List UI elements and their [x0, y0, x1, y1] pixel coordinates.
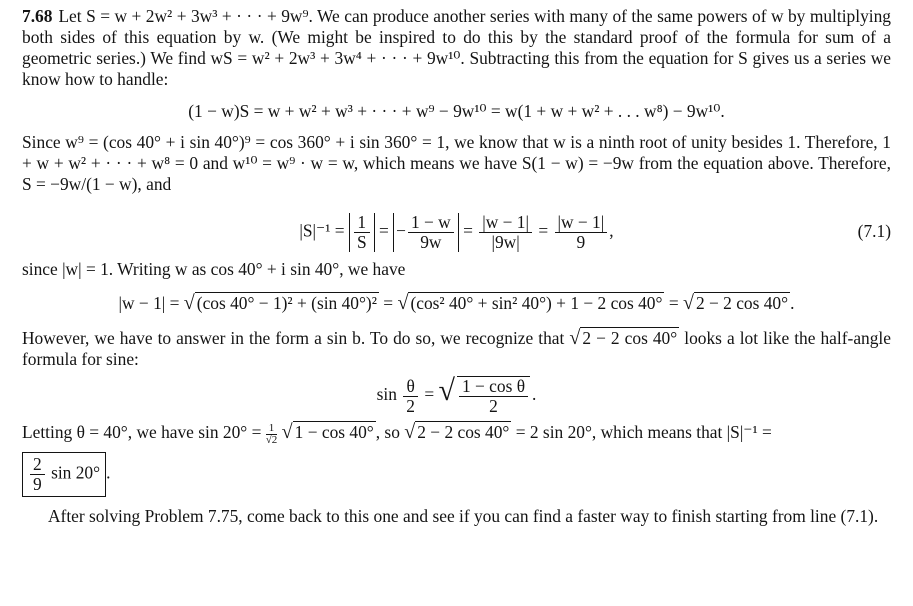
frac1-num: 1	[357, 212, 367, 232]
para5-sf-num: 1	[268, 421, 275, 434]
equation-half-angle	[22, 376, 891, 416]
answer-den: 9	[30, 474, 45, 494]
equation-modulus	[22, 293, 891, 314]
sqrt-icon: √	[281, 421, 293, 443]
eq4-f-num: θ	[406, 375, 415, 396]
paragraph-writing-w: since |w| = 1. Writing w as cos 40° + i sin 40°, we have	[22, 259, 406, 279]
para4-a: However, we have to answer in the form a sin b. To do so, we recognize that	[22, 328, 565, 348]
answer-num: 2	[33, 453, 42, 474]
eq3-eq-a: =	[383, 293, 394, 313]
eq2-lhs: |S|⁻¹ =	[299, 220, 345, 241]
eq2-comma: ,	[609, 220, 614, 241]
frac1-den: S	[354, 232, 370, 252]
eq3-end: .	[790, 293, 795, 313]
frac4-num: |w − 1|	[557, 212, 605, 232]
sqrt-icon: √	[682, 292, 694, 314]
eq4-lhs: sin	[376, 384, 397, 404]
abs-fraction-1	[349, 213, 375, 252]
equation-series: (1 − w)S = w + w² + w³ + · · · + w⁹ − 9w¹⁰ = w(1 + w + w² + . . . w⁸) − 9w¹⁰.	[188, 101, 725, 121]
eq2-eq-b: =	[463, 220, 473, 241]
eq3-radicand-2: (cos² 40° + sin² 40°) + 1 − 2 cos 40°	[410, 293, 663, 313]
frac4-den: 9	[555, 232, 608, 252]
paragraph-root-of-unity: Since w⁹ = (cos 40° + i sin 40°)⁹ = cos 360° + i sin 360° = 1, we know that w is a ninth root of unity besides 1. Therefore, 1 + w + w² + · · · + w⁸ = 0 and w¹⁰ = w⁹ · w = w, which means we have S(1 − w) = −9w from the equation above. Therefore, S = −9w/(1 − w), and	[22, 132, 891, 194]
eq2-eq-c: =	[538, 220, 549, 241]
small-fraction	[266, 423, 278, 446]
problem-number: 7.68	[22, 6, 53, 26]
eq3-radicand-1: (cos 40° − 1)² + (sin 40°)²	[196, 293, 377, 313]
eq4-r-num: 1 − cos θ	[461, 376, 526, 396]
sqrt-icon: √	[404, 421, 416, 443]
answer-box	[22, 452, 106, 497]
paragraph-letting-theta	[22, 422, 891, 446]
para5-radicand-2: 2 − 2 cos 40°	[417, 422, 510, 442]
para4-radicand: 2 − 2 cos 40°	[582, 328, 678, 348]
intro-text: Let S = w + 2w² + 3w³ + · · · + 9w⁹. We can produce another series with many of the same powers of w by multiplying both sides of this equation by w. (We might be inspired to do this by the standard proof of the formula for sum of a geometric series.) We find wS = w² + 2w³ + 3w⁴ + · · · + 9w¹⁰. Subtracting this from the equation for S gives us a series we know how to handle:	[22, 6, 891, 89]
frac2-num: 1 − w	[410, 212, 451, 232]
para5-sf-den: √2	[265, 433, 278, 446]
eq4-end: .	[532, 384, 537, 404]
eq2-neg: −	[396, 220, 406, 241]
paragraph-half-angle	[22, 328, 891, 370]
answer-line	[22, 452, 891, 492]
para5-radicand-1: 1 − cos 40°	[294, 422, 374, 442]
sqrt-icon: √	[438, 374, 455, 407]
eq3-eq-b: =	[668, 293, 679, 313]
eq4-r-den: 2	[459, 396, 528, 416]
equation-7-1	[22, 203, 891, 253]
frac2-den: 9w	[408, 232, 454, 252]
equation-tag: (7.1)	[857, 221, 891, 241]
para4-b: looks a lot like the half-angle formula for sine:	[22, 328, 891, 369]
theta-half-fraction	[403, 377, 418, 416]
eq4-eq: =	[424, 384, 435, 404]
sqrt-icon: √	[397, 292, 409, 314]
sqrt-icon: √	[569, 327, 581, 349]
fraction-4	[555, 213, 608, 252]
frac3-num: |w − 1|	[482, 212, 529, 232]
fraction-3	[479, 213, 532, 252]
answer-tail: sin 20°	[51, 462, 101, 482]
eq3-lhs: |w − 1| =	[118, 293, 180, 313]
eq3-radicand-3: 2 − 2 cos 40°	[695, 293, 789, 313]
abs-fraction-2	[393, 213, 459, 252]
half-angle-radicand	[457, 376, 530, 416]
para5-b: , so	[375, 422, 400, 442]
frac3-den: |9w|	[479, 232, 532, 252]
sqrt-icon: √	[183, 292, 195, 314]
answer-end: .	[106, 462, 111, 482]
para5-c: = 2 sin 20°, which means that |S|⁻¹ =	[515, 422, 772, 442]
eq2-eq-a: =	[378, 220, 389, 241]
para5-a: Letting θ = 40°, we have sin 20° =	[22, 422, 262, 442]
eq4-f-den: 2	[403, 396, 418, 416]
paragraph-intro	[22, 6, 891, 90]
paragraph-closing-note: After solving Problem 7.75, come back to this one and see if you can find a faster way to finish starting from line (7.1).	[48, 505, 879, 526]
